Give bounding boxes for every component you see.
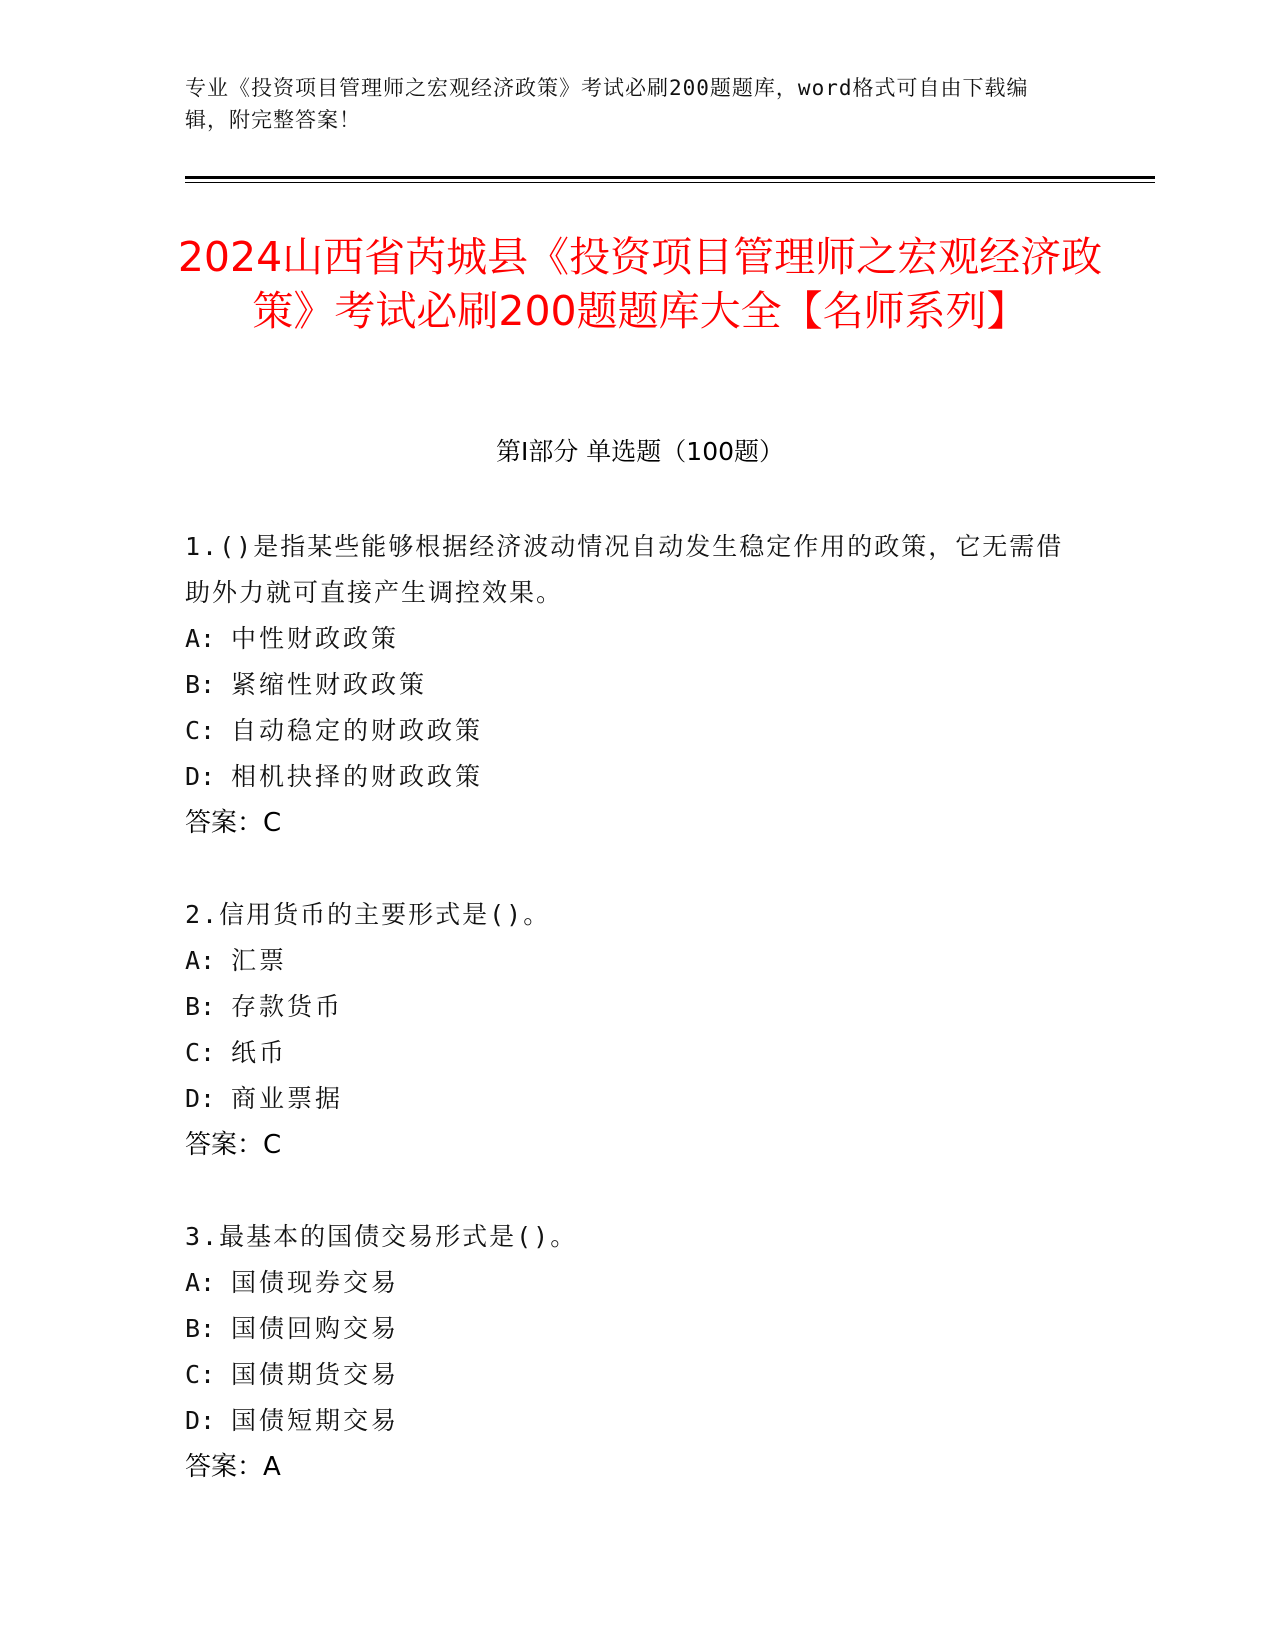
option-text: 紧缩性财政政策 xyxy=(231,670,428,699)
option-text: 自动稳定的财政政策 xyxy=(231,716,484,745)
option-d xyxy=(185,1076,1065,1122)
header-divider-thick xyxy=(185,176,1155,179)
option-c xyxy=(185,1352,1065,1398)
option-a xyxy=(185,938,1065,984)
question-stem: 1.()是指某些能够根据经济波动情况自动发生稳定作用的政策，它无需借助外力就可直接产生调控效果。 xyxy=(185,532,1064,607)
option-letter: C: xyxy=(185,716,216,745)
option-letter: B: xyxy=(185,670,216,699)
option-letter: D: xyxy=(185,1406,216,1435)
question-list xyxy=(185,524,1065,1536)
document-title: 2024山西省芮城县《投资项目管理师之宏观经济政策》考试必刷200题题库大全【名师系列】 xyxy=(177,233,1103,335)
option-c xyxy=(185,708,1065,754)
answer-line: 答案：C xyxy=(185,808,282,838)
option-text: 汇票 xyxy=(231,946,288,975)
question-1 xyxy=(185,524,1065,846)
option-a xyxy=(185,616,1065,662)
question-stem: 3.最基本的国债交易形式是()。 xyxy=(185,1222,578,1251)
option-letter: A: xyxy=(185,624,216,653)
option-c xyxy=(185,1030,1065,1076)
option-text: 存款货币 xyxy=(231,992,344,1021)
option-letter: B: xyxy=(185,992,216,1021)
option-text: 国债期货交易 xyxy=(231,1360,400,1389)
option-letter: D: xyxy=(185,762,216,791)
option-text: 国债现券交易 xyxy=(231,1268,400,1297)
answer-line: 答案：C xyxy=(185,1130,282,1160)
section-title: 第I部分 单选题（100题） xyxy=(495,437,785,466)
option-text: 国债回购交易 xyxy=(231,1314,400,1343)
option-text: 商业票据 xyxy=(231,1084,344,1113)
question-3 xyxy=(185,1214,1065,1490)
option-d xyxy=(185,754,1065,800)
option-letter: C: xyxy=(185,1038,216,1067)
header-divider-thin xyxy=(185,182,1155,183)
option-letter: A: xyxy=(185,946,216,975)
question-stem: 2.信用货币的主要形式是()。 xyxy=(185,900,551,929)
option-text: 中性财政政策 xyxy=(231,624,400,653)
question-2 xyxy=(185,892,1065,1168)
header-note: 专业《投资项目管理师之宏观经济政策》考试必刷200题题库，word格式可自由下载编辑，附完整答案！ xyxy=(185,76,1029,132)
option-d xyxy=(185,1398,1065,1444)
option-a xyxy=(185,1260,1065,1306)
option-letter: B: xyxy=(185,1314,216,1343)
option-text: 纸币 xyxy=(231,1038,288,1067)
option-letter: D: xyxy=(185,1084,216,1113)
answer-line: 答案：A xyxy=(185,1452,281,1482)
option-b xyxy=(185,1306,1065,1352)
option-b xyxy=(185,662,1065,708)
option-text: 相机抉择的财政政策 xyxy=(231,762,484,791)
option-letter: A: xyxy=(185,1268,216,1297)
option-text: 国债短期交易 xyxy=(231,1406,400,1435)
option-b xyxy=(185,984,1065,1030)
option-letter: C: xyxy=(185,1360,216,1389)
